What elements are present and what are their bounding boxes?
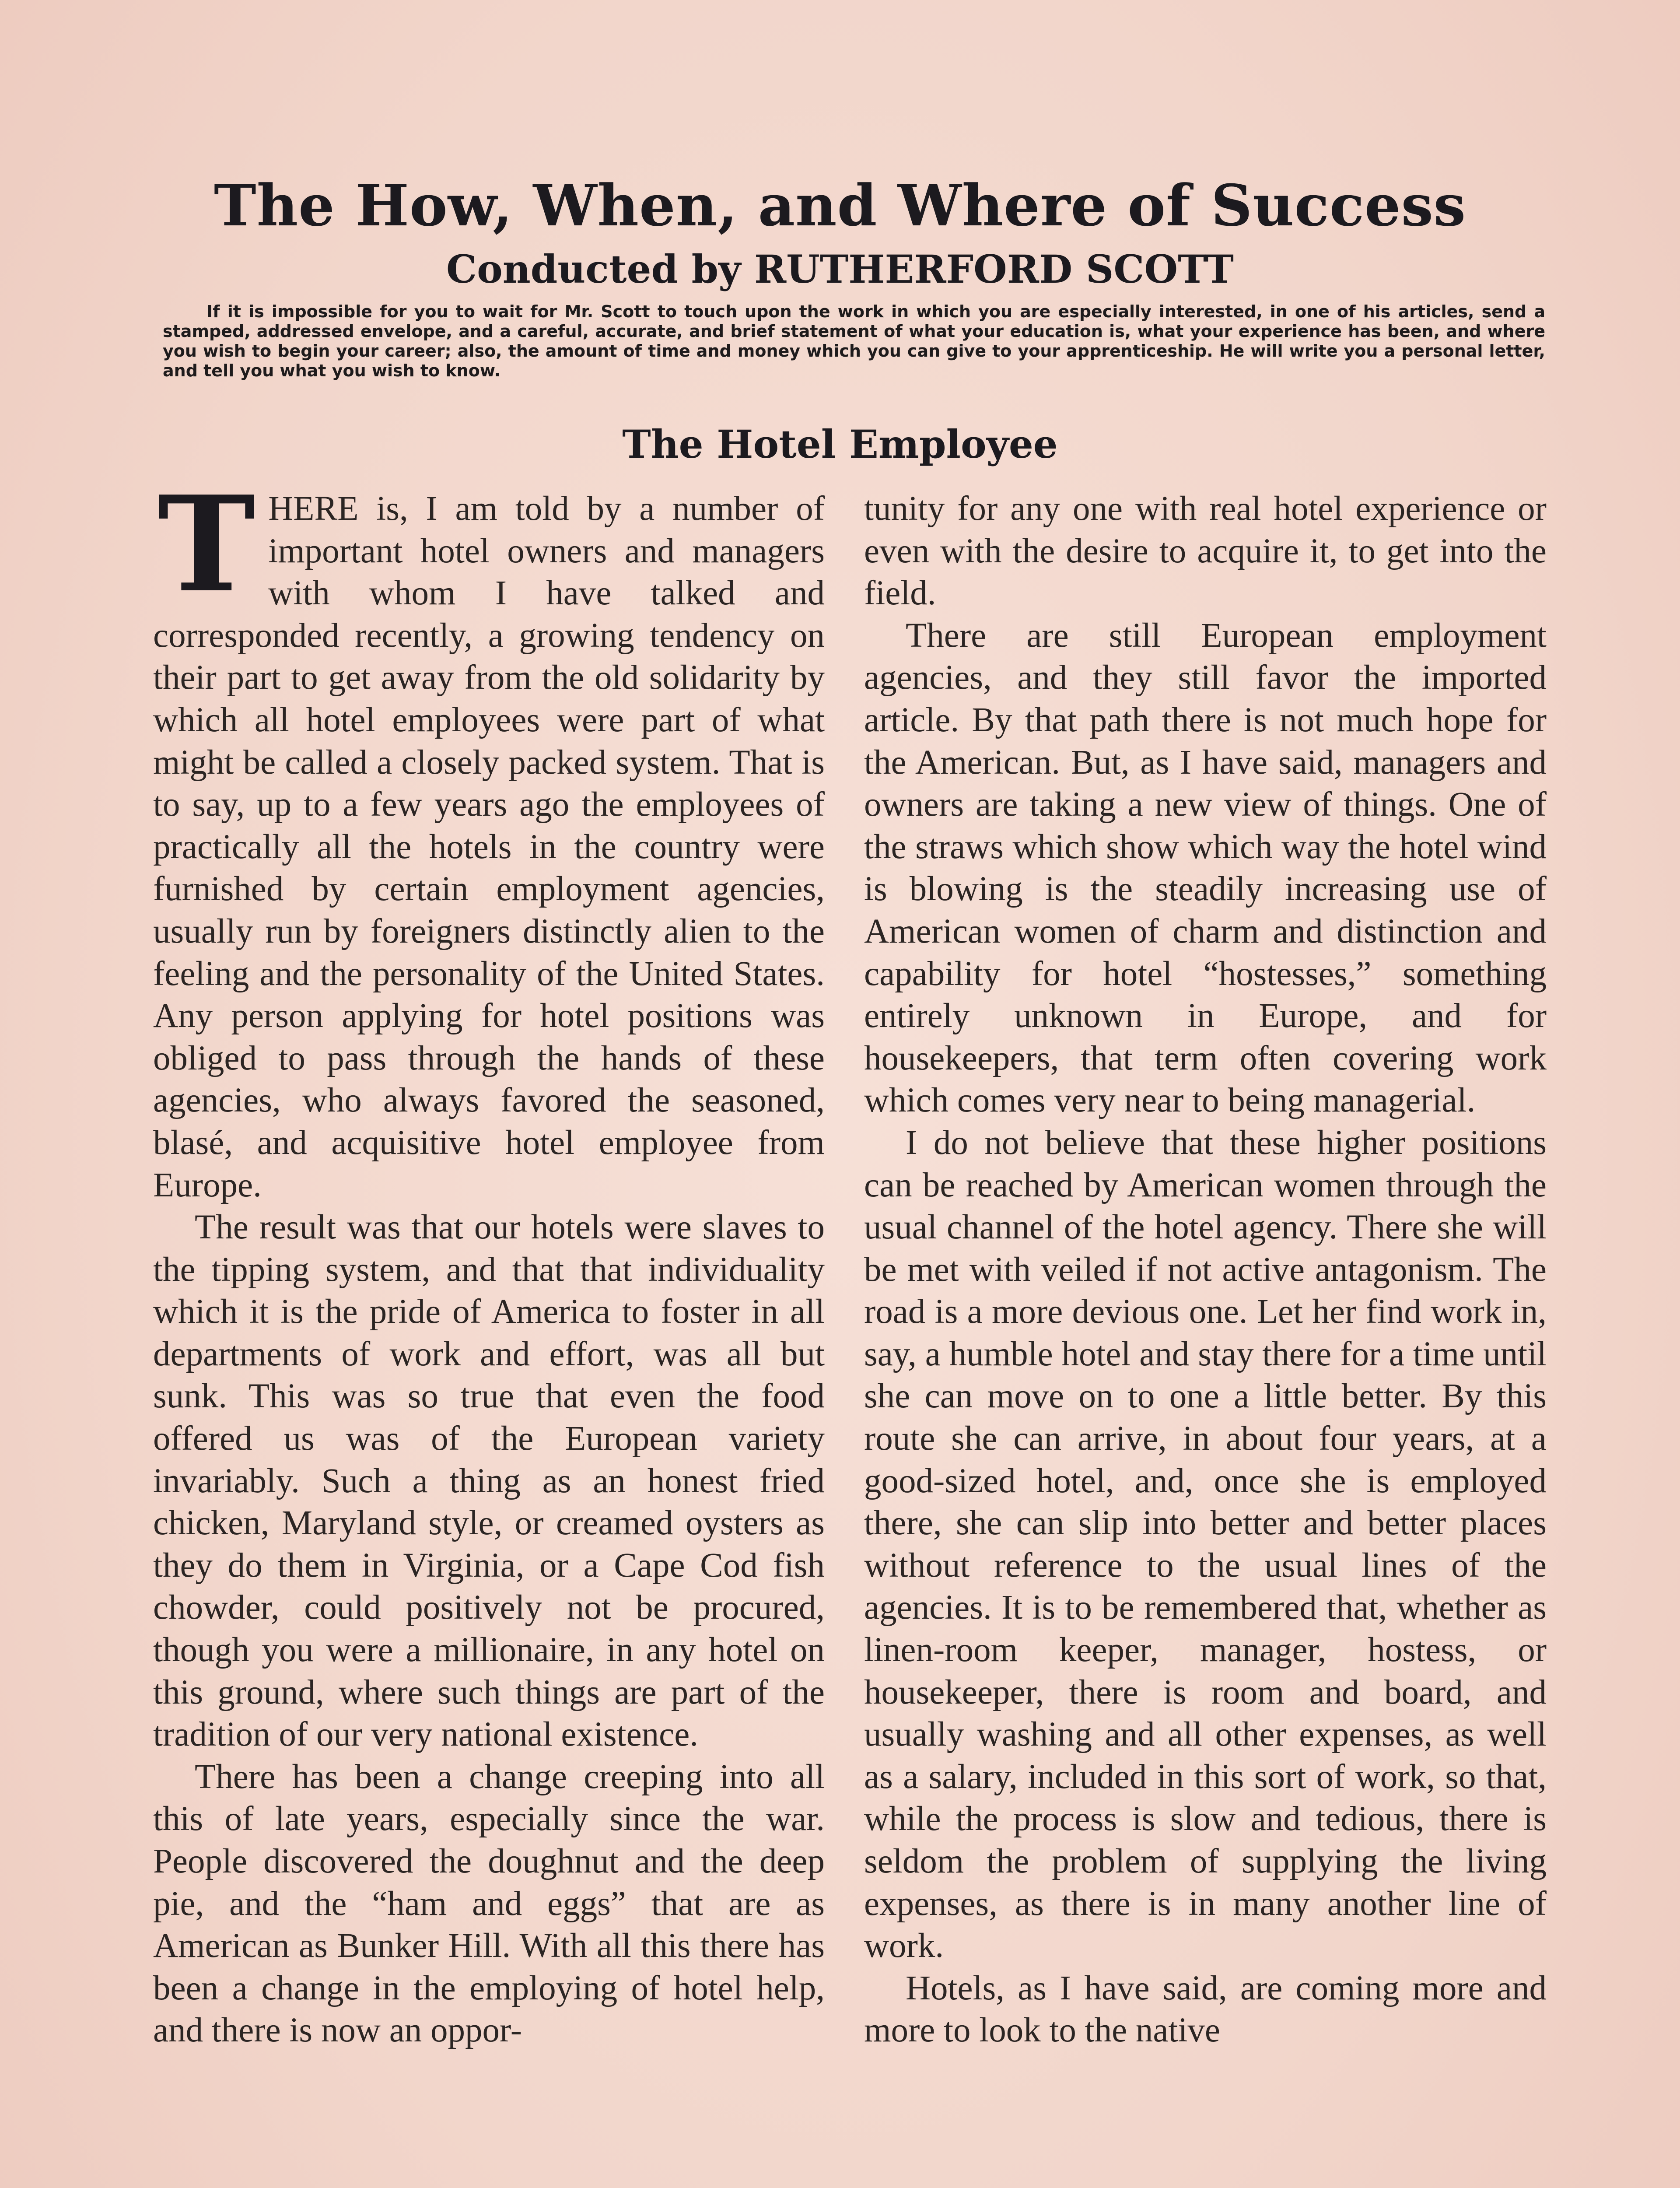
intro-note: If it is impossible for you to wait for Mr. Scott to touch upon the work in which you are especially interested, in one of his articles, send a stamped, addressed envelope, and a careful, accurate, and brief statement of what your education is, what your experience has been, and where you wish to begin your career; also, the amount of time and money which you can give to your apprenticeship. He will write you a personal letter, and tell you what you wish to know. (163, 302, 1545, 380)
right-column (864, 488, 1547, 2052)
drop-cap: T (158, 467, 256, 621)
left-column (153, 467, 825, 2052)
article-heading: The Hotel Employee (622, 421, 1058, 467)
paragraph-3: There has been a change creeping into all this of late years, especially since the war. People discovered the doughnut and the deep pie, and the “ham and eggs” that are as American as Bunker Hill. With all this there has been a change in the employing of hotel help, and there is now an oppor- (153, 1757, 825, 2050)
paragraph-5: There are still European employment agencies, and they still favor the imported article. By that path there is not much hope for the American. But, as I have said, managers and owners are taking a new view of things. One of the straws which show which way the hotel wind is blowing is the steadily increasing use of American women of charm and distinction and capability for hotel “hostesses,” something entirely unknown in Europe, and for housekeepers, that term often covering work which comes very near to being managerial. (864, 616, 1547, 1120)
byline: Conducted by RUTHERFORD SCOTT (446, 246, 1234, 292)
paragraph-1 (153, 467, 825, 1206)
paragraph-6: I do not believe that these higher positions can be reached by American women through the usual channel of the hotel agency. There she will be met with veiled if not active antagonism. The road is a more devious one. Let her find work in, say, a humble hotel and stay there for a time until she can move on to one a little better. By this route she can arrive, in about four years, at a good-sized hotel, and, once she is employed there, she can slip into better and better places without reference to the usual lines of the agencies. It is to be remembered that, whether as linen-room keeper, manager, hostess, or housekeeper, there is room and board, and usually washing and all other expenses, as well as a salary, included in this sort of work, so that, while the process is slow and tedious, there is seldom the problem of supplying the living expenses, as there is in many another line of work. (864, 1123, 1547, 1965)
paragraph-4: tunity for any one with real hotel experience or even with the desire to acquire it, to get into the field. (864, 490, 1547, 613)
paragraph-2: The result was that our hotels were slaves to the tipping system, and that that individuality which it is the pride of America to foster in all departments of work and effort, was all but sunk. This was so true that even the food offered us was of the European variety invariably. Such a thing as an honest fried chicken, Maryland style, or creamed oysters as they do them in Virginia, or a Cape Cod fish chowder, could positively not be procured, though you were a millionaire, in any hotel on this ground, where such things are part of the tradition of our very national existence. (153, 1208, 825, 1754)
paragraph-1-text: HERE is, I am told by a number of important hotel owners and managers with whom I have talked and corresponded recently, a growing tendency on their part to get away from the old solidarity by which all hotel employees were part of what might be called a closely packed system. That is to say, up to a few years ago the employees of practically all the hotels in the country were furnished by certain employment agencies, usually run by foreigners distinctly alien to the feeling and the personality of the United States. Any person applying for hotel positions was obliged to pass through the hands of these agencies, who always favored the seasoned, blasé, and acquisitive hotel employee from Europe. (153, 490, 825, 1204)
paragraph-7: Hotels, as I have said, are coming more and more to look to the native (864, 1969, 1547, 2050)
page-title: The How, When, and Where of Success (214, 172, 1466, 239)
